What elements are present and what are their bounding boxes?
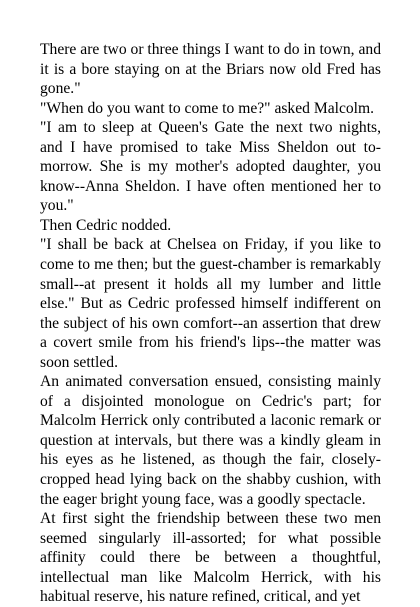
paragraph: "I shall be back at Chelsea on Friday, if you like to come to me then; but the guest-chamber is remarkably small--at present it holds all my lumber and little else." But as Cedric professed himself indifferent on the subject of his own comfort--an assertion that drew a covert smile from his friend's lips--the matter was soon settled. [40,236,381,371]
paragraph: At first sight the friendship between these two men seemed singularly ill-assorted; for what possible affinity could there be between a thoughtful, intellectual man like Malcolm Herrick, with his habitual reserve, his nature refined, critical, and yet [40,510,381,606]
paragraph: Then Cedric nodded. [40,216,172,234]
paragraph: "When do you want to come to me?" asked Malcolm. [40,99,375,117]
paragraph: "I am to sleep at Queen's Gate the next two nights, and I have promised to take Miss Sheldon out to-morrow. She is my mother's adopted daughter, you know--Anna Sheldon. I have often mentioned her to you." [40,119,381,215]
paragraph: An animated conversation ensued, consisting mainly of a disjointed monologue on Cedric's part; for Malcolm Herrick only contributed a laconic remark or question at intervals, but there was a kindly gleam in his eyes as he listened, as though the fair, closely-cropped head lying back on the shabby cushion, with the eager bright young face, was a goodly spectacle. [40,373,381,508]
paragraph: There are two or three things I want to do in town, and it is a bore staying on at the Briars now old Fred has gone." [40,41,381,98]
page-text [40,40,381,607]
